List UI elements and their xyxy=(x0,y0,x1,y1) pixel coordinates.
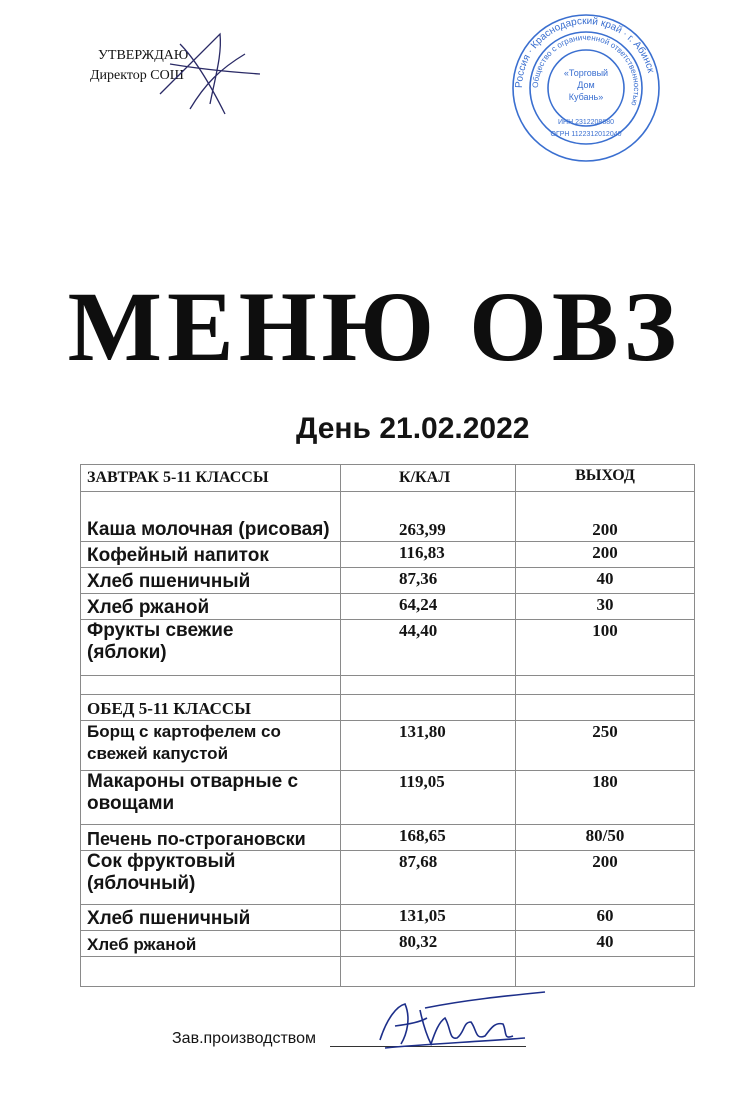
dish-name: Хлеб ржаной xyxy=(81,594,341,620)
dish-name: Борщ с картофелем со свежей капустой xyxy=(81,721,341,771)
dish-output: 30 xyxy=(516,594,695,620)
dish-name: Кофейный напиток xyxy=(81,542,341,568)
stamp-center-1: «Торговый xyxy=(563,68,609,78)
dish-kcal: 116,83 xyxy=(341,542,516,568)
table-row xyxy=(81,825,695,851)
dish-name: Хлеб пшеничный xyxy=(81,568,341,594)
company-stamp xyxy=(510,12,662,164)
output-header: ВЫХОД xyxy=(516,465,695,492)
stamp-outer-text: Россия · Краснодарский край · г. Абинск xyxy=(513,15,657,89)
stamp-center-3: Кубань» xyxy=(568,92,604,102)
table-row-empty xyxy=(81,957,695,987)
stamp-ogrn: ОГРН 1122312012040 xyxy=(550,131,622,138)
dish-name: Хлеб ржаной xyxy=(81,931,341,957)
director-signature xyxy=(150,14,270,124)
table-row-empty xyxy=(81,676,695,695)
table-row xyxy=(81,851,695,905)
table-row xyxy=(81,620,695,676)
footer-label: Зав.производством xyxy=(172,1030,316,1047)
dish-output: 250 xyxy=(516,721,695,771)
dish-kcal: 87,36 xyxy=(341,568,516,594)
dish-kcal: 263,99 xyxy=(341,492,516,542)
kcal-header: К/КАЛ xyxy=(341,465,516,492)
approval-position: Директор СОШ xyxy=(90,68,184,83)
manager-signature xyxy=(365,988,550,1058)
lunch-section-title: ОБЕД 5-11 КЛАССЫ xyxy=(81,695,341,721)
dish-output: 200 xyxy=(516,542,695,568)
dish-output: 200 xyxy=(516,851,695,905)
dish-output: 200 xyxy=(516,492,695,542)
dish-name: Каша молочная (рисовая) xyxy=(81,492,341,542)
dish-kcal: 64,24 xyxy=(341,594,516,620)
dish-kcal: 44,40 xyxy=(341,620,516,676)
dish-output: 100 xyxy=(516,620,695,676)
dish-output: 40 xyxy=(516,931,695,957)
dish-kcal: 119,05 xyxy=(341,771,516,825)
table-row xyxy=(81,542,695,568)
dish-output: 40 xyxy=(516,568,695,594)
dish-name: Хлеб пшеничный xyxy=(81,905,341,931)
dish-name: Макароны отварные с овощами xyxy=(81,771,341,825)
menu-date: День 21.02.2022 xyxy=(296,412,530,445)
stamp-inner-text: Общество с ограниченной ответственностью xyxy=(530,32,642,107)
dish-output: 180 xyxy=(516,771,695,825)
breakfast-section-title: ЗАВТРАК 5-11 КЛАССЫ xyxy=(81,465,341,492)
table-row xyxy=(81,771,695,825)
table-row xyxy=(81,492,695,542)
dish-kcal: 87,68 xyxy=(341,851,516,905)
table-row xyxy=(81,931,695,957)
dish-name: Фрукты свежие (яблоки) xyxy=(81,620,341,676)
menu-table xyxy=(80,464,695,987)
dish-name: Сок фруктовый (яблочный) xyxy=(81,851,341,905)
approval-title: УТВЕРЖДАЮ xyxy=(98,48,189,63)
lunch-section-row xyxy=(81,695,695,721)
table-row xyxy=(81,905,695,931)
page-title: МЕНЮ ОВЗ xyxy=(67,271,682,382)
dish-output: 60 xyxy=(516,905,695,931)
table-row xyxy=(81,568,695,594)
dish-kcal: 131,05 xyxy=(341,905,516,931)
table-row xyxy=(81,594,695,620)
dish-kcal: 80,32 xyxy=(341,931,516,957)
stamp-center-2: Дом xyxy=(577,80,595,90)
dish-output: 80/50 xyxy=(516,825,695,851)
dish-kcal: 168,65 xyxy=(341,825,516,851)
table-row xyxy=(81,721,695,771)
dish-name: Печень по-строгановски xyxy=(81,825,341,851)
stamp-inn: ИНН 2312208880 xyxy=(557,119,615,126)
dish-kcal: 131,80 xyxy=(341,721,516,771)
table-header-row xyxy=(81,465,695,492)
